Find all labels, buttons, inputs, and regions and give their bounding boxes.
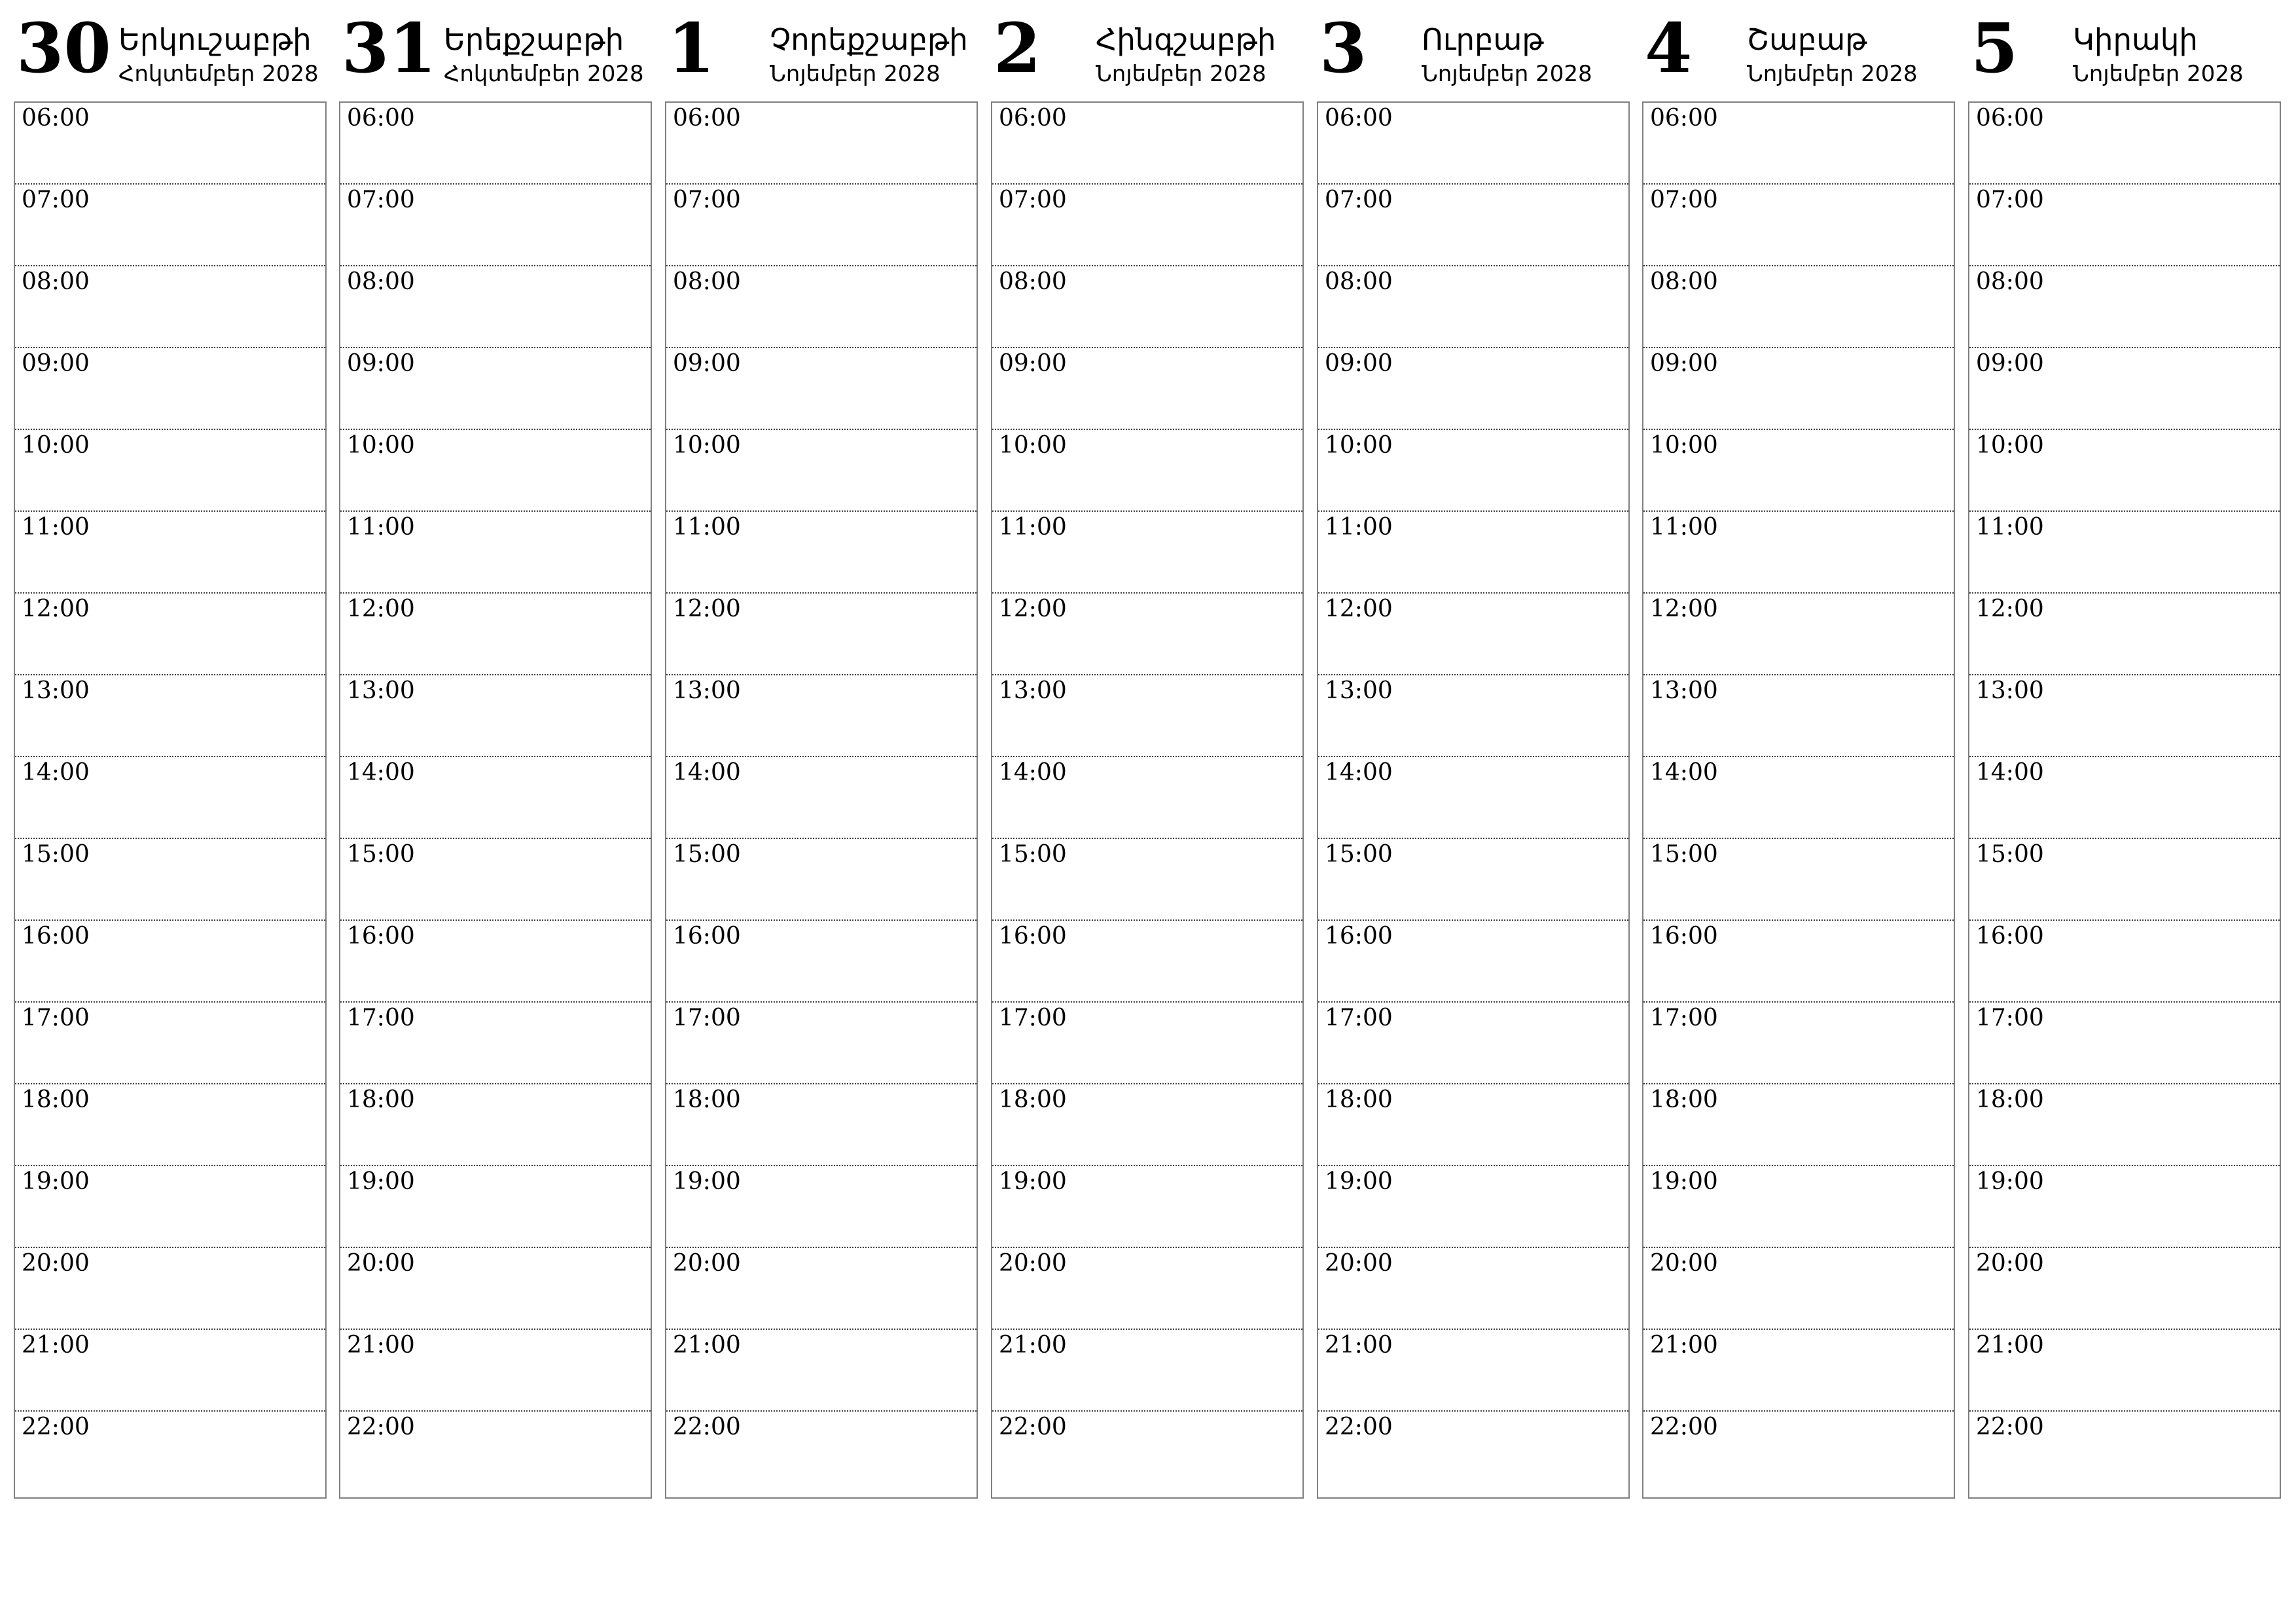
time-slot[interactable] xyxy=(340,675,651,757)
time-slot[interactable] xyxy=(1643,185,1954,266)
time-slot[interactable] xyxy=(15,1412,325,1493)
weekday-name: Երկուշաբթի xyxy=(118,22,312,57)
time-label: 10:00 xyxy=(1650,432,1718,459)
time-slot[interactable] xyxy=(1969,348,2280,430)
day-header xyxy=(339,0,652,101)
time-slot[interactable] xyxy=(1318,675,1628,757)
time-slot[interactable] xyxy=(1643,1330,1954,1412)
time-slot[interactable] xyxy=(1643,266,1954,348)
time-label: 07:00 xyxy=(22,187,90,213)
time-label: 11:00 xyxy=(347,514,415,541)
day-number: 1 xyxy=(668,8,715,88)
time-label: 09:00 xyxy=(999,350,1067,377)
time-slot[interactable] xyxy=(1643,757,1954,839)
time-slot[interactable] xyxy=(1318,839,1628,921)
day-number: 2 xyxy=(994,8,1041,88)
time-slot[interactable] xyxy=(1318,757,1628,839)
time-label: 19:00 xyxy=(1325,1168,1393,1195)
time-slot[interactable] xyxy=(1643,594,1954,675)
time-label: 20:00 xyxy=(673,1250,741,1277)
day-schedule-box xyxy=(991,101,1304,1499)
time-label: 14:00 xyxy=(347,759,415,786)
time-label: 17:00 xyxy=(673,1005,741,1031)
time-slot[interactable] xyxy=(1969,1084,2280,1166)
time-slot[interactable] xyxy=(666,1412,977,1493)
time-slot[interactable] xyxy=(1969,512,2280,594)
time-slot[interactable] xyxy=(1643,1003,1954,1084)
time-slot[interactable] xyxy=(340,1003,651,1084)
time-slot[interactable] xyxy=(1318,512,1628,594)
time-label: 16:00 xyxy=(1976,923,2044,950)
time-label: 20:00 xyxy=(1976,1250,2044,1277)
time-label: 15:00 xyxy=(673,841,741,868)
time-slot[interactable] xyxy=(992,348,1302,430)
time-label: 22:00 xyxy=(1650,1414,1718,1440)
time-label: 08:00 xyxy=(347,268,415,295)
time-label: 10:00 xyxy=(1976,432,2044,459)
time-slot[interactable] xyxy=(992,185,1302,266)
time-slot[interactable] xyxy=(15,839,325,921)
time-label: 17:00 xyxy=(1650,1005,1718,1031)
time-slot[interactable] xyxy=(1318,1003,1628,1084)
time-label: 17:00 xyxy=(22,1005,90,1031)
time-slot[interactable] xyxy=(992,430,1302,512)
time-label: 09:00 xyxy=(347,350,415,377)
day-column xyxy=(14,0,327,1440)
time-label: 16:00 xyxy=(1325,923,1393,950)
day-schedule-box xyxy=(665,101,978,1499)
day-header xyxy=(1642,0,1955,101)
time-label: 13:00 xyxy=(1976,677,2044,704)
time-slot[interactable] xyxy=(340,921,651,1003)
time-slot[interactable] xyxy=(340,1330,651,1412)
time-label: 14:00 xyxy=(1976,759,2044,786)
time-slot[interactable] xyxy=(1643,1084,1954,1166)
month-year: Հոկտեմբեր 2028 xyxy=(118,61,319,87)
day-number: 5 xyxy=(1971,8,2018,88)
time-label: 06:00 xyxy=(1976,105,2044,132)
time-slot[interactable] xyxy=(992,757,1302,839)
time-label: 09:00 xyxy=(22,350,90,377)
weekday-name: Երեքշաբթի xyxy=(444,22,624,57)
time-label: 18:00 xyxy=(1650,1086,1718,1113)
time-label: 16:00 xyxy=(22,923,90,950)
weekday-name: Չորեքշաբթի xyxy=(770,22,968,57)
time-slot[interactable] xyxy=(1643,1248,1954,1330)
time-label: 12:00 xyxy=(1325,596,1393,622)
time-label: 11:00 xyxy=(673,514,741,541)
time-slot[interactable] xyxy=(666,1248,977,1330)
time-label: 12:00 xyxy=(1976,596,2044,622)
time-slot[interactable] xyxy=(1643,921,1954,1003)
time-slot[interactable] xyxy=(1318,348,1628,430)
time-label: 22:00 xyxy=(1976,1414,2044,1440)
time-label: 08:00 xyxy=(1325,268,1393,295)
time-slot[interactable] xyxy=(340,512,651,594)
time-slot[interactable] xyxy=(340,1166,651,1248)
time-label: 10:00 xyxy=(673,432,741,459)
time-label: 16:00 xyxy=(347,923,415,950)
time-label: 19:00 xyxy=(673,1168,741,1195)
time-label: 06:00 xyxy=(1650,105,1718,132)
month-year: Նոյեմբեր 2028 xyxy=(1096,61,1266,87)
day-schedule-box xyxy=(339,101,652,1499)
time-slot[interactable] xyxy=(666,1084,977,1166)
time-slot[interactable] xyxy=(1643,1412,1954,1493)
time-label: 08:00 xyxy=(673,268,741,295)
time-slot[interactable] xyxy=(1969,266,2280,348)
time-slot[interactable] xyxy=(1318,185,1628,266)
time-slot[interactable] xyxy=(15,1248,325,1330)
time-label: 17:00 xyxy=(1325,1005,1393,1031)
time-slot[interactable] xyxy=(340,1412,651,1493)
time-slot[interactable] xyxy=(1969,1248,2280,1330)
time-label: 13:00 xyxy=(999,677,1067,704)
time-label: 14:00 xyxy=(673,759,741,786)
time-label: 22:00 xyxy=(347,1414,415,1440)
time-slot[interactable] xyxy=(1969,1412,2280,1493)
time-slot[interactable] xyxy=(340,594,651,675)
time-slot[interactable] xyxy=(15,1166,325,1248)
time-label: 19:00 xyxy=(22,1168,90,1195)
time-slot[interactable] xyxy=(1643,675,1954,757)
time-label: 09:00 xyxy=(1325,350,1393,377)
time-label: 15:00 xyxy=(1325,841,1393,868)
weekday-name: Կիրակի xyxy=(2073,22,2198,57)
time-slot[interactable] xyxy=(992,1248,1302,1330)
time-slot[interactable] xyxy=(666,103,977,185)
time-slot[interactable] xyxy=(666,1003,977,1084)
time-label: 18:00 xyxy=(673,1086,741,1113)
time-label: 07:00 xyxy=(1325,187,1393,213)
time-label: 09:00 xyxy=(1650,350,1718,377)
time-slot[interactable] xyxy=(1318,921,1628,1003)
time-slot[interactable] xyxy=(15,512,325,594)
time-label: 12:00 xyxy=(22,596,90,622)
time-slot[interactable] xyxy=(666,921,977,1003)
time-label: 21:00 xyxy=(999,1332,1067,1359)
time-label: 16:00 xyxy=(1650,923,1718,950)
time-label: 10:00 xyxy=(1325,432,1393,459)
day-header xyxy=(665,0,978,101)
weekday-name: Ուրբաթ xyxy=(1422,22,1544,57)
time-label: 12:00 xyxy=(673,596,741,622)
time-label: 14:00 xyxy=(1325,759,1393,786)
time-slot[interactable] xyxy=(992,512,1302,594)
time-label: 15:00 xyxy=(347,841,415,868)
time-label: 17:00 xyxy=(347,1005,415,1031)
time-slot[interactable] xyxy=(1969,1003,2280,1084)
time-label: 16:00 xyxy=(673,923,741,950)
day-header xyxy=(1968,0,2281,101)
time-label: 07:00 xyxy=(1976,187,2044,213)
time-label: 06:00 xyxy=(999,105,1067,132)
time-label: 20:00 xyxy=(22,1250,90,1277)
time-slot[interactable] xyxy=(1318,266,1628,348)
time-slot[interactable] xyxy=(992,1084,1302,1166)
time-label: 06:00 xyxy=(1325,105,1393,132)
time-label: 19:00 xyxy=(347,1168,415,1195)
time-label: 21:00 xyxy=(22,1332,90,1359)
time-slot[interactable] xyxy=(666,185,977,266)
time-label: 08:00 xyxy=(999,268,1067,295)
day-number: 30 xyxy=(16,8,111,88)
time-label: 22:00 xyxy=(22,1414,90,1440)
time-slot[interactable] xyxy=(1318,1330,1628,1412)
day-schedule-box xyxy=(14,101,327,1499)
time-slot[interactable] xyxy=(340,757,651,839)
time-slot[interactable] xyxy=(666,839,977,921)
time-label: 13:00 xyxy=(673,677,741,704)
time-slot[interactable] xyxy=(1969,430,2280,512)
day-schedule-box xyxy=(1968,101,2281,1499)
time-slot[interactable] xyxy=(1969,921,2280,1003)
time-slot[interactable] xyxy=(992,1412,1302,1493)
time-label: 06:00 xyxy=(22,105,90,132)
time-label: 10:00 xyxy=(347,432,415,459)
month-year: Նոյեմբեր 2028 xyxy=(1422,61,1592,87)
time-label: 21:00 xyxy=(673,1332,741,1359)
time-slot[interactable] xyxy=(340,1248,651,1330)
time-label: 12:00 xyxy=(347,596,415,622)
time-slot[interactable] xyxy=(992,1166,1302,1248)
time-slot[interactable] xyxy=(1318,103,1628,185)
month-year: Նոյեմբեր 2028 xyxy=(770,61,941,87)
month-year: Նոյեմբեր 2028 xyxy=(1747,61,1918,87)
time-slot[interactable] xyxy=(666,757,977,839)
time-label: 21:00 xyxy=(1976,1332,2044,1359)
time-label: 07:00 xyxy=(673,187,741,213)
time-slot[interactable] xyxy=(666,512,977,594)
time-slot[interactable] xyxy=(666,594,977,675)
time-slot[interactable] xyxy=(15,1084,325,1166)
time-label: 11:00 xyxy=(22,514,90,541)
time-slot[interactable] xyxy=(666,348,977,430)
time-label: 15:00 xyxy=(1976,841,2044,868)
time-label: 19:00 xyxy=(999,1168,1067,1195)
weekday-name: Շաբաթ xyxy=(1747,22,1867,57)
time-slot[interactable] xyxy=(15,1330,325,1412)
time-label: 18:00 xyxy=(22,1086,90,1113)
time-label: 07:00 xyxy=(1650,187,1718,213)
time-label: 13:00 xyxy=(1650,677,1718,704)
time-slot[interactable] xyxy=(15,757,325,839)
time-label: 11:00 xyxy=(1650,514,1718,541)
time-slot[interactable] xyxy=(15,675,325,757)
time-label: 15:00 xyxy=(1650,841,1718,868)
time-slot[interactable] xyxy=(15,348,325,430)
day-column xyxy=(991,0,1304,1440)
time-slot[interactable] xyxy=(15,430,325,512)
time-label: 12:00 xyxy=(1650,596,1718,622)
time-label: 21:00 xyxy=(347,1332,415,1359)
time-slot[interactable] xyxy=(1969,103,2280,185)
time-slot[interactable] xyxy=(340,430,651,512)
time-slot[interactable] xyxy=(666,1166,977,1248)
time-label: 16:00 xyxy=(999,923,1067,950)
time-slot[interactable] xyxy=(15,103,325,185)
day-number: 4 xyxy=(1645,8,1693,88)
time-slot[interactable] xyxy=(340,185,651,266)
time-slot[interactable] xyxy=(992,103,1302,185)
time-label: 06:00 xyxy=(673,105,741,132)
time-slot[interactable] xyxy=(992,1003,1302,1084)
time-label: 11:00 xyxy=(1976,514,2044,541)
time-slot[interactable] xyxy=(992,839,1302,921)
time-slot[interactable] xyxy=(1643,348,1954,430)
time-slot[interactable] xyxy=(1969,1166,2280,1248)
time-slot[interactable] xyxy=(1318,1084,1628,1166)
day-number: 3 xyxy=(1319,8,1367,88)
time-label: 17:00 xyxy=(999,1005,1067,1031)
time-label: 06:00 xyxy=(347,105,415,132)
time-label: 15:00 xyxy=(22,841,90,868)
day-schedule-box xyxy=(1642,101,1955,1499)
time-slot[interactable] xyxy=(666,430,977,512)
time-slot[interactable] xyxy=(992,1330,1302,1412)
time-label: 12:00 xyxy=(999,596,1067,622)
time-label: 13:00 xyxy=(22,677,90,704)
time-label: 18:00 xyxy=(1325,1086,1393,1113)
weekday-name: Հինգշաբթի xyxy=(1096,22,1276,57)
time-slot[interactable] xyxy=(15,1003,325,1084)
time-label: 13:00 xyxy=(1325,677,1393,704)
time-slot[interactable] xyxy=(992,921,1302,1003)
time-label: 18:00 xyxy=(347,1086,415,1113)
time-slot[interactable] xyxy=(1969,757,2280,839)
day-column xyxy=(1642,0,1955,1440)
month-year: Հոկտեմբեր 2028 xyxy=(444,61,644,87)
time-label: 08:00 xyxy=(1976,268,2044,295)
time-label: 08:00 xyxy=(22,268,90,295)
time-label: 21:00 xyxy=(1650,1332,1718,1359)
time-label: 13:00 xyxy=(347,677,415,704)
time-slot[interactable] xyxy=(1969,185,2280,266)
time-label: 09:00 xyxy=(1976,350,2044,377)
time-slot[interactable] xyxy=(992,266,1302,348)
time-label: 18:00 xyxy=(999,1086,1067,1113)
time-slot[interactable] xyxy=(340,266,651,348)
time-label: 20:00 xyxy=(347,1250,415,1277)
time-label: 08:00 xyxy=(1650,268,1718,295)
time-slot[interactable] xyxy=(1969,839,2280,921)
time-label: 07:00 xyxy=(347,187,415,213)
time-label: 20:00 xyxy=(999,1250,1067,1277)
time-slot[interactable] xyxy=(340,103,651,185)
time-slot[interactable] xyxy=(15,594,325,675)
time-label: 10:00 xyxy=(22,432,90,459)
day-column xyxy=(665,0,978,1440)
time-slot[interactable] xyxy=(666,266,977,348)
time-label: 14:00 xyxy=(1650,759,1718,786)
time-label: 15:00 xyxy=(999,841,1067,868)
day-header xyxy=(14,0,327,101)
day-header xyxy=(1317,0,1630,101)
time-label: 09:00 xyxy=(673,350,741,377)
time-slot[interactable] xyxy=(15,266,325,348)
time-label: 14:00 xyxy=(999,759,1067,786)
time-slot[interactable] xyxy=(1318,430,1628,512)
time-label: 17:00 xyxy=(1976,1005,2044,1031)
time-label: 10:00 xyxy=(999,432,1067,459)
time-slot[interactable] xyxy=(1643,430,1954,512)
time-label: 22:00 xyxy=(673,1414,741,1440)
time-label: 18:00 xyxy=(1976,1086,2044,1113)
time-slot[interactable] xyxy=(1643,1166,1954,1248)
time-slot[interactable] xyxy=(340,1084,651,1166)
time-slot[interactable] xyxy=(1318,1166,1628,1248)
time-slot[interactable] xyxy=(15,185,325,266)
time-slot[interactable] xyxy=(340,348,651,430)
time-slot[interactable] xyxy=(1643,512,1954,594)
month-year: Նոյեմբեր 2028 xyxy=(2073,61,2244,87)
day-column xyxy=(1968,0,2281,1440)
day-schedule-box xyxy=(1317,101,1630,1499)
time-slot[interactable] xyxy=(666,1330,977,1412)
time-label: 19:00 xyxy=(1650,1168,1718,1195)
time-slot[interactable] xyxy=(15,921,325,1003)
time-label: 20:00 xyxy=(1325,1250,1393,1277)
time-label: 21:00 xyxy=(1325,1332,1393,1359)
time-slot[interactable] xyxy=(1643,839,1954,921)
time-label: 11:00 xyxy=(999,514,1067,541)
day-header xyxy=(991,0,1304,101)
time-slot[interactable] xyxy=(666,675,977,757)
time-slot[interactable] xyxy=(340,839,651,921)
time-slot[interactable] xyxy=(1318,594,1628,675)
time-label: 20:00 xyxy=(1650,1250,1718,1277)
day-column xyxy=(339,0,652,1440)
time-slot[interactable] xyxy=(992,594,1302,675)
time-slot[interactable] xyxy=(1318,1248,1628,1330)
time-slot[interactable] xyxy=(1318,1412,1628,1493)
time-slot[interactable] xyxy=(1969,594,2280,675)
time-slot[interactable] xyxy=(1643,103,1954,185)
time-label: 14:00 xyxy=(22,759,90,786)
time-label: 22:00 xyxy=(999,1414,1067,1440)
time-slot[interactable] xyxy=(992,675,1302,757)
day-number: 31 xyxy=(342,8,437,88)
time-slot[interactable] xyxy=(1969,1330,2280,1412)
time-label: 19:00 xyxy=(1976,1168,2044,1195)
time-slot[interactable] xyxy=(1969,675,2280,757)
day-column xyxy=(1317,0,1630,1440)
time-label: 11:00 xyxy=(1325,514,1393,541)
time-label: 07:00 xyxy=(999,187,1067,213)
time-label: 22:00 xyxy=(1325,1414,1393,1440)
